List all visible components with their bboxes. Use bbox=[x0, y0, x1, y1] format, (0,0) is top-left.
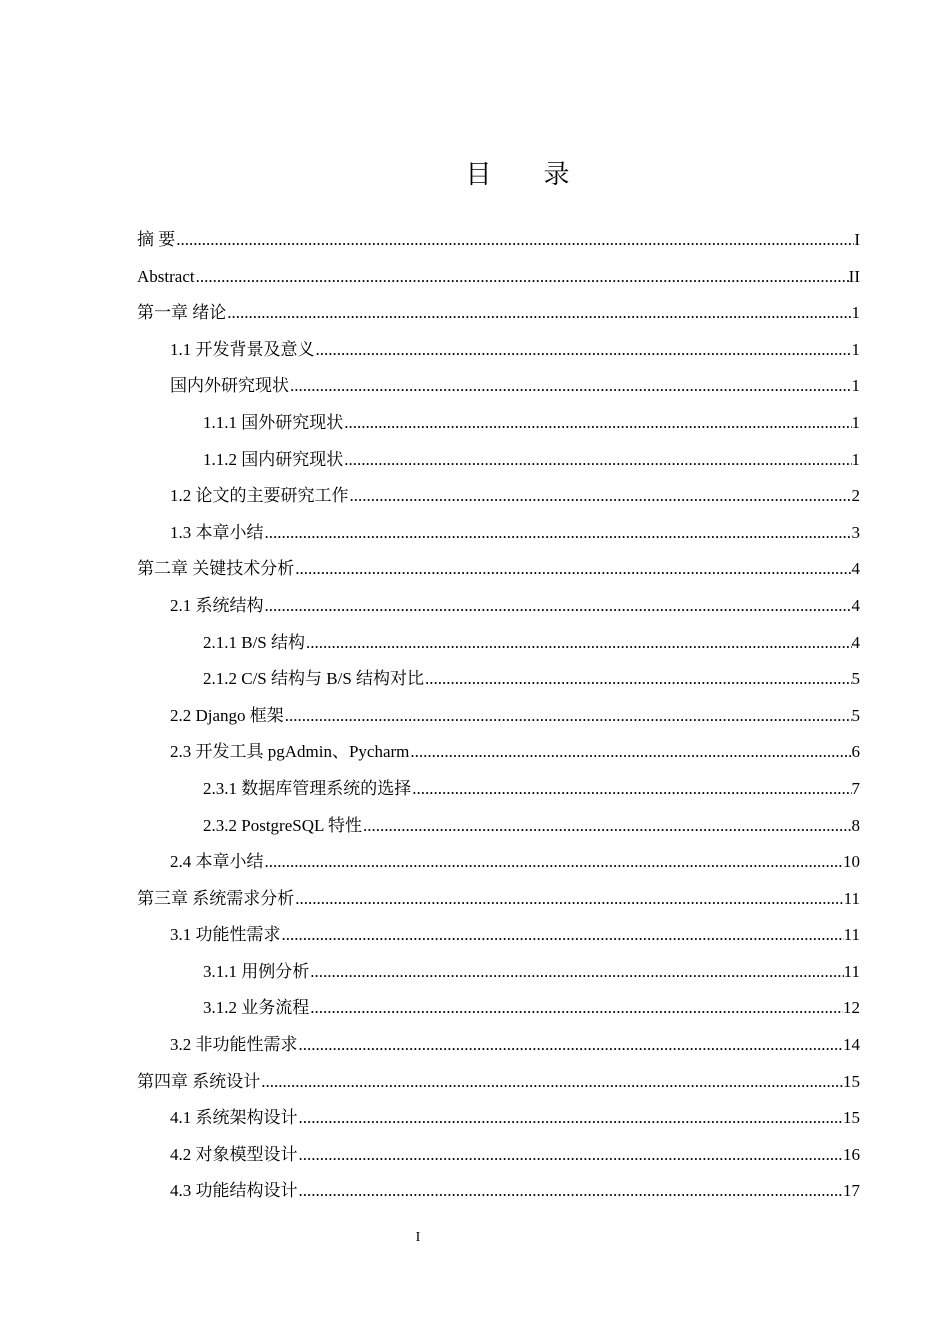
toc-leader-dots bbox=[299, 1137, 844, 1174]
toc-entry-label: 1.2 论文的主要研究工作 bbox=[170, 486, 349, 506]
toc-leader-dots bbox=[227, 295, 851, 332]
toc-leader-dots bbox=[310, 990, 843, 1027]
toc-entry[interactable] bbox=[137, 917, 860, 954]
toc-entry[interactable] bbox=[137, 661, 860, 698]
toc-entry-label: 第一章 绪论 bbox=[137, 303, 227, 323]
toc-entry-page: II bbox=[848, 266, 860, 286]
toc-leader-dots bbox=[299, 1100, 844, 1137]
toc-entry-label: 3.1 功能性需求 bbox=[170, 925, 281, 945]
toc-entry-page: 7 bbox=[851, 778, 860, 798]
toc-entry-label: 3.2 非功能性需求 bbox=[170, 1035, 298, 1055]
toc-entry-page: 8 bbox=[851, 815, 860, 835]
toc-entry[interactable] bbox=[137, 442, 860, 479]
toc-entry[interactable] bbox=[137, 515, 860, 552]
toc-entry[interactable] bbox=[137, 259, 860, 296]
toc-entry-label: 3.1.1 用例分析 bbox=[203, 961, 310, 981]
toc-leader-dots bbox=[344, 442, 851, 479]
toc-entry-label: 1.1.1 国外研究现状 bbox=[203, 412, 344, 432]
toc-entry-label: 国内外研究现状 bbox=[170, 376, 289, 396]
toc-leader-dots bbox=[306, 625, 851, 662]
toc-entry-label: 4.2 对象模型设计 bbox=[170, 1144, 298, 1164]
toc-entry-label: 摘 要 bbox=[137, 230, 176, 249]
table-of-contents bbox=[137, 222, 860, 1210]
toc-entry-label: 2.1.2 C/S 结构与 B/S 结构对比 bbox=[203, 669, 425, 689]
toc-entry[interactable] bbox=[137, 332, 860, 369]
toc-entry[interactable] bbox=[137, 295, 860, 332]
toc-leader-dots bbox=[299, 1027, 844, 1064]
toc-entry-page: 5 bbox=[851, 705, 860, 725]
toc-entry[interactable] bbox=[137, 588, 860, 625]
toc-entry-page: 11 bbox=[843, 888, 860, 908]
toc-entry[interactable] bbox=[137, 990, 860, 1027]
toc-entry-label: 2.4 本章小结 bbox=[170, 852, 264, 872]
toc-entry[interactable] bbox=[137, 625, 860, 662]
toc-leader-dots bbox=[363, 808, 852, 845]
toc-entry-page: 17 bbox=[843, 1181, 860, 1201]
toc-entry[interactable] bbox=[137, 1137, 860, 1174]
toc-entry-page: 14 bbox=[843, 1035, 860, 1055]
toc-entry-page: 11 bbox=[843, 925, 860, 945]
toc-entry-label: 第三章 系统需求分析 bbox=[137, 888, 295, 908]
toc-entry-label: 1.1.2 国内研究现状 bbox=[203, 449, 344, 469]
toc-entry-page: 1 bbox=[851, 449, 860, 469]
toc-entry[interactable] bbox=[137, 551, 860, 588]
toc-leader-dots bbox=[196, 259, 849, 296]
toc-entry-label: 4.1 系统架构设计 bbox=[170, 1108, 298, 1128]
toc-entry-label: 第四章 系统设计 bbox=[137, 1071, 261, 1091]
toc-leader-dots bbox=[310, 954, 843, 991]
toc-leader-dots bbox=[282, 917, 844, 954]
page-title: 目 录 bbox=[465, 160, 570, 189]
toc-entry[interactable] bbox=[137, 1173, 860, 1210]
toc-entry-page: 1 bbox=[851, 339, 860, 359]
toc-entry-label: 1.3 本章小结 bbox=[170, 522, 264, 542]
toc-entry-page: 11 bbox=[843, 961, 860, 981]
toc-entry-label: 4.3 功能结构设计 bbox=[170, 1181, 298, 1201]
toc-leader-dots bbox=[344, 405, 851, 442]
toc-entry-label: 2.3.1 数据库管理系统的选择 bbox=[203, 778, 412, 798]
toc-entry[interactable] bbox=[137, 368, 860, 405]
toc-entry-label: Abstract bbox=[137, 266, 195, 286]
toc-entry-page: 1 bbox=[851, 376, 860, 396]
toc-leader-dots bbox=[295, 881, 843, 918]
toc-entry-page: I bbox=[854, 230, 860, 249]
toc-entry[interactable] bbox=[137, 1100, 860, 1137]
toc-entry[interactable] bbox=[137, 734, 860, 771]
toc-entry-label: 第二章 关键技术分析 bbox=[137, 559, 295, 579]
toc-leader-dots bbox=[261, 1064, 843, 1101]
toc-entry[interactable] bbox=[137, 698, 860, 735]
toc-entry-page: 5 bbox=[851, 669, 860, 689]
toc-entry-page: 4 bbox=[851, 632, 860, 652]
toc-leader-dots bbox=[265, 844, 844, 881]
toc-entry-label: 2.1 系统结构 bbox=[170, 595, 264, 615]
toc-entry-page: 3 bbox=[851, 522, 860, 542]
toc-leader-dots bbox=[425, 661, 851, 698]
toc-entry-label: 2.3.2 PostgreSQL 特性 bbox=[203, 815, 362, 835]
toc-entry[interactable] bbox=[137, 478, 860, 515]
toc-leader-dots bbox=[350, 478, 852, 515]
toc-entry[interactable] bbox=[137, 1027, 860, 1064]
toc-leader-dots bbox=[299, 1173, 844, 1210]
toc-leader-dots bbox=[285, 698, 852, 735]
toc-leader-dots bbox=[290, 368, 852, 405]
toc-entry[interactable] bbox=[137, 954, 860, 991]
toc-entry-label: 3.1.2 业务流程 bbox=[203, 998, 310, 1018]
toc-leader-dots bbox=[295, 551, 851, 588]
toc-entry[interactable] bbox=[137, 222, 860, 259]
toc-leader-dots bbox=[265, 515, 852, 552]
toc-entry-label: 1.1 开发背景及意义 bbox=[170, 339, 315, 359]
toc-entry-page: 6 bbox=[851, 742, 860, 762]
toc-leader-dots bbox=[410, 734, 851, 771]
toc-leader-dots bbox=[316, 332, 852, 369]
toc-entry[interactable] bbox=[137, 808, 860, 845]
toc-entry-page: 15 bbox=[843, 1108, 860, 1128]
toc-entry[interactable] bbox=[137, 1064, 860, 1101]
toc-entry-page: 2 bbox=[851, 486, 860, 506]
toc-entry[interactable] bbox=[137, 405, 860, 442]
toc-entry-page: 4 bbox=[851, 559, 860, 579]
toc-entry[interactable] bbox=[137, 881, 860, 918]
toc-entry-page: 16 bbox=[843, 1144, 860, 1164]
toc-entry-page: 1 bbox=[851, 412, 860, 432]
toc-entry[interactable] bbox=[137, 844, 860, 881]
toc-entry[interactable] bbox=[137, 771, 860, 808]
toc-entry-page: 12 bbox=[843, 998, 860, 1018]
toc-entry-page: 1 bbox=[851, 303, 860, 323]
toc-entry-label: 2.3 开发工具 pgAdmin、Pycharm bbox=[170, 742, 410, 762]
toc-entry-label: 2.1.1 B/S 结构 bbox=[203, 632, 306, 652]
toc-entry-page: 10 bbox=[843, 852, 860, 872]
toc-leader-dots bbox=[176, 222, 854, 259]
toc-entry-page: 4 bbox=[851, 595, 860, 615]
toc-leader-dots bbox=[412, 771, 851, 808]
toc-entry-page: 15 bbox=[843, 1071, 860, 1091]
toc-leader-dots bbox=[265, 588, 852, 625]
page-number: I bbox=[415, 1230, 421, 1245]
toc-entry-label: 2.2 Django 框架 bbox=[170, 705, 284, 725]
